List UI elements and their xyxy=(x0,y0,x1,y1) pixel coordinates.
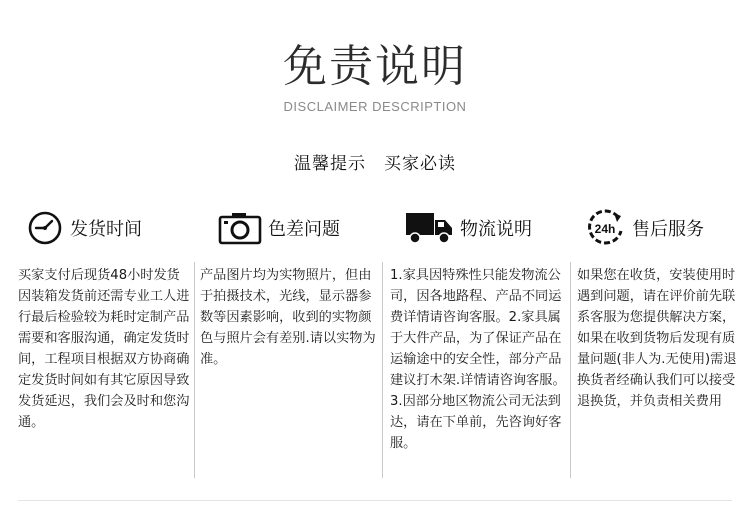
truck-icon xyxy=(404,211,454,245)
24h-label: 24h xyxy=(594,222,616,236)
24h-service-icon xyxy=(584,207,626,249)
column-text-color: 产品图片均为实物照片，但由于拍摄技术，光线，显示器参数等因素影响，收到的实物颜色与照片会有差别.请以实物为准。 xyxy=(200,268,376,367)
column-header-color xyxy=(218,208,340,248)
column-title-shipping: 发货时间 xyxy=(70,219,142,240)
camera-icon xyxy=(218,210,262,246)
column-header-shipping xyxy=(26,208,142,248)
column-divider xyxy=(382,262,383,478)
column-header-logistics xyxy=(404,208,532,248)
column-title-color: 色差问题 xyxy=(268,219,340,240)
column-text-after-sales: 如果您在收货，安装使用时遇到问题，请在评价前先联系客服为您提供解决方案，如果在收到货物后发现有质量问题(非人为.无使用)需退换货者经确认我们可以接受退换货，并负责相关费用 xyxy=(577,268,737,409)
column-title-after-sales: 售后服务 xyxy=(632,219,704,240)
column-text-logistics: 1.家具因特殊性只能发物流公司，因各地路程、产品不同运费详情请咨询客服。2.家具属于大件产品，为了保证产品在运输途中的安全性，部分产品建议打木架.详情请咨询客服。3.因部分地区物流公司无法到达，请在下单前，先咨询好客服。 xyxy=(390,268,566,451)
column-title-logistics: 物流说明 xyxy=(460,219,532,240)
notice-heading: 温馨提示 买家必读 xyxy=(294,154,456,174)
page-subtitle: DISCLAIMER DESCRIPTION xyxy=(283,99,467,114)
column-header-after-sales xyxy=(584,208,704,248)
bottom-divider xyxy=(18,500,732,501)
page-title: 免责说明 xyxy=(283,41,467,92)
column-divider xyxy=(570,262,571,478)
clock-icon xyxy=(26,209,64,247)
column-divider xyxy=(194,262,195,478)
column-text-shipping: 买家支付后现货48小时发货因装箱发货前还需专业工人进行最后检验较为耗时定制产品需要和客服沟通，确定发货时间，工程项目根据双方协商确定发货时间如有其它原因导致发货延迟，我们会及时和您沟通。 xyxy=(18,268,190,430)
